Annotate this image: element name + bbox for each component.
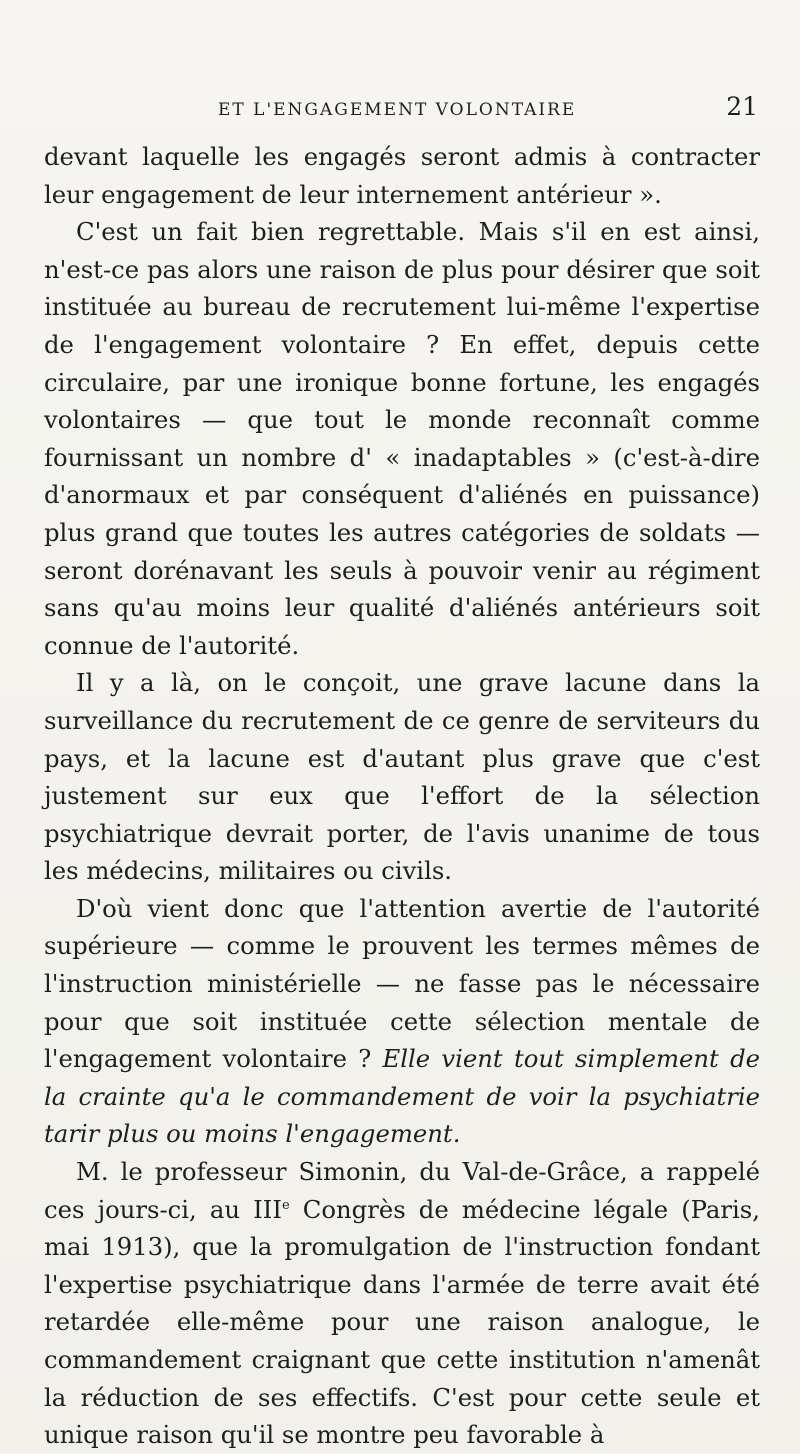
running-title: ET L'ENGAGEMENT VOLONTAIRE — [218, 100, 577, 120]
body-text — [44, 138, 760, 1454]
running-head — [44, 92, 760, 132]
paragraph-5-text-start: M. le professeur Simonin, du Val-de-Grâce, a rappelé ces jours-ci, au III — [44, 1157, 760, 1224]
superscript-ordinal: e — [281, 1197, 290, 1213]
paragraph-2: C'est un fait bien regrettable. Mais s'il en est ainsi, n'est-ce pas alors une raison de plus pour désirer que soit instituée au bureau de recrutement lui-même l'expertise de l'engagement volontaire ? En effet, depuis cette circulaire, par une ironique bonne fortune, les engagés volontaires — que tout le monde reconnaît comme fournissant un nombre d' « inadaptables » (c'est-à-dire d'anormaux et par conséquent d'aliénés en puissance) plus grand que toutes les autres catégories de soldats — seront dorénavant les seuls à pouvoir venir au régiment sans qu'au moins leur qualité d'aliénés antérieurs soit connue de l'autorité. — [44, 217, 760, 660]
paragraph-4-italic: Elle vient tout simplement de la crainte qu'a le commandement de voir la psychiatrie tarir plus ou moins l'engagement. — [44, 1044, 760, 1149]
paragraph-3: Il y a là, on le conçoit, une grave lacune dans la surveillance du recrutement de ce genre de serviteurs du pays, et la lacune est d'autant plus grave que c'est justement sur eux que l'effort de la sélection psychiatrique devrait porter, de l'avis unanime de tous les médecins, militaires ou civils. — [44, 668, 760, 886]
paragraph-1: devant laquelle les engagés seront admis à contracter leur engagement de leur internement antérieur ». — [44, 142, 760, 209]
paragraph-5 — [44, 1153, 760, 1454]
paragraph-5-text-end: Congrès de médecine légale (Paris, mai 1913), que la promulgation de l'instruction fondant l'expertise psychiatrique dans l'armée de terre avait été retardée elle-même pour une raison analogue, le commandement craignant que cette institution n'amenât la réduction de ses effectifs. C'est pour cette seule et unique raison qu'il se montre peu favorable à — [44, 1194, 760, 1450]
paragraph-4-text: D'où vient donc que l'attention avertie de l'autorité supérieure — comme le prouvent les termes mêmes de l'instruction ministérielle — ne fasse pas le nécessaire pour que soit instituée cette sélection mentale de l'engagement volontaire ? — [44, 893, 760, 1074]
page-number: 21 — [726, 92, 758, 121]
paragraph-4 — [44, 890, 760, 1153]
